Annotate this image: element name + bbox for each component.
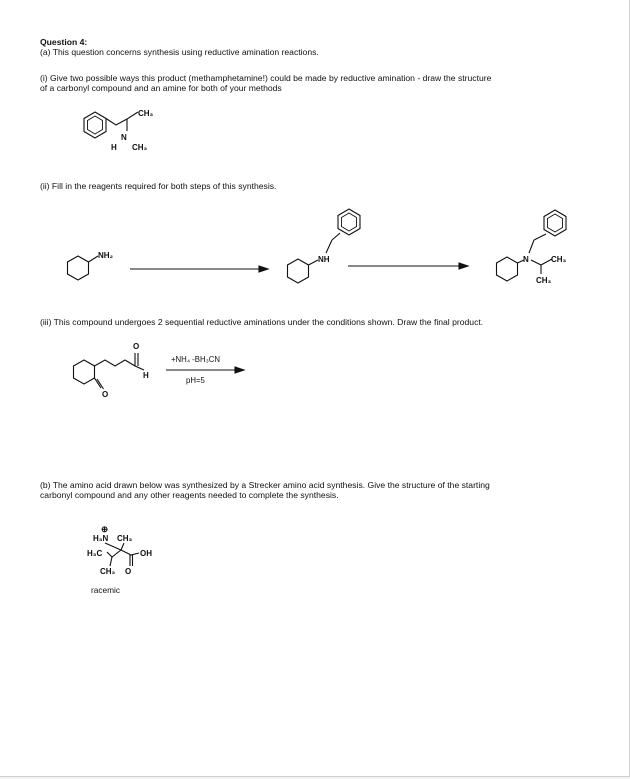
phenyl-inner-ring-3 xyxy=(548,214,563,232)
iii-o2-label: O xyxy=(102,390,109,399)
meth-nch3-label: CH₃ xyxy=(132,143,148,152)
part-i-line-1: (i) Give two possible ways this product (methamphetamine!) could be made by reductive amination - draw the structure xyxy=(40,73,492,83)
racemic-label: racemic xyxy=(91,585,121,595)
iii-condition-label: pH=5 xyxy=(186,376,205,385)
c-n-bond-1 xyxy=(89,256,99,262)
cyclohexylamine-structure xyxy=(68,251,114,280)
aa-h3n-label: H₃N xyxy=(93,534,109,543)
aa-ch3-bottom-label: CH₃ xyxy=(100,567,116,576)
prod-ch3-b-label: CH₃ xyxy=(536,276,552,285)
n-ch2-bond-3 xyxy=(529,240,534,253)
aa-backbone xyxy=(107,550,139,557)
cyclohexane-ring-3 xyxy=(497,257,518,281)
prod-ch3-a-label: CH₃ xyxy=(551,255,567,264)
iii-h-label: H xyxy=(143,371,149,380)
meth-n-label: N xyxy=(121,133,127,142)
c-n-bond-2 xyxy=(309,260,319,265)
meth-h-label: H xyxy=(111,143,117,152)
aa-h3c-label: H₃C xyxy=(87,549,103,558)
n-ch2-bond-2 xyxy=(326,240,332,253)
ch2-ph-bond-3 xyxy=(534,234,546,240)
aa-oh-label: OH xyxy=(140,549,152,558)
n-ch-bond xyxy=(531,260,541,265)
ch2-ph-bond-2 xyxy=(332,233,340,240)
part-i-line-2: of a carbonyl compound and an amine for both of your methods xyxy=(40,83,282,93)
mid-nh-label: NH xyxy=(318,255,330,264)
tertiary-amine-product-structure xyxy=(497,210,567,285)
aa-ch-ch3-bond xyxy=(110,557,112,566)
arrow-3-head xyxy=(235,367,244,373)
side-chain xyxy=(95,360,136,366)
prod-n-label: N xyxy=(523,255,529,264)
part-b-line-2: carbonyl compound and any other reagents needed to complete the synthesis. xyxy=(40,490,339,500)
meth-benzene-inner-ring xyxy=(88,116,103,134)
iii-reagent-label: +NH₄ -BH₃CN xyxy=(171,355,221,364)
meth-ch3-label: CH₃ xyxy=(138,109,154,118)
arrow-step-1 xyxy=(130,266,268,272)
aa-c-ch3-bond xyxy=(121,543,124,550)
methamphetamine-structure xyxy=(84,109,154,152)
aa-plus-charge: ⊕ xyxy=(101,524,109,534)
cyclohexane-ring-2 xyxy=(288,259,309,283)
arrow-2-head xyxy=(459,263,468,269)
aa-ch3-top-label: CH₃ xyxy=(117,534,133,543)
part-b-line-1: (b) The amino acid drawn below was synthesized by a Strecker amino acid synthesis. Give the structure of the starting xyxy=(40,480,490,490)
keto-aldehyde-structure xyxy=(74,342,150,399)
cho-h-bond xyxy=(135,366,144,370)
aa-o-label: O xyxy=(125,567,132,576)
phenyl-inner-ring-2 xyxy=(342,213,357,231)
benzylamine-intermediate-structure xyxy=(288,209,361,283)
arrow-step-3 xyxy=(166,367,244,373)
amino-acid-structure xyxy=(87,524,152,576)
aa-c-n-bond xyxy=(105,543,121,550)
meth-chain xyxy=(106,112,138,125)
part-ii-text: (ii) Fill in the reagents required for both steps of this synthesis. xyxy=(40,181,277,191)
part-iii-text: (iii) This compound undergoes 2 sequential reductive aminations under the conditions shown. Draw the final product. xyxy=(40,317,484,327)
arrow-1-head xyxy=(259,266,268,272)
iii-o1-label: O xyxy=(133,342,140,351)
part-a-intro: (a) This question concerns synthesis using reductive amination reactions. xyxy=(40,47,319,57)
arrow-step-2 xyxy=(348,263,468,269)
cyclohexanone-ring xyxy=(74,360,95,384)
amine-nh2-label: NH₂ xyxy=(98,251,114,260)
question-title: Question 4: xyxy=(40,37,88,47)
cyclohexane-ring-1 xyxy=(68,256,89,280)
